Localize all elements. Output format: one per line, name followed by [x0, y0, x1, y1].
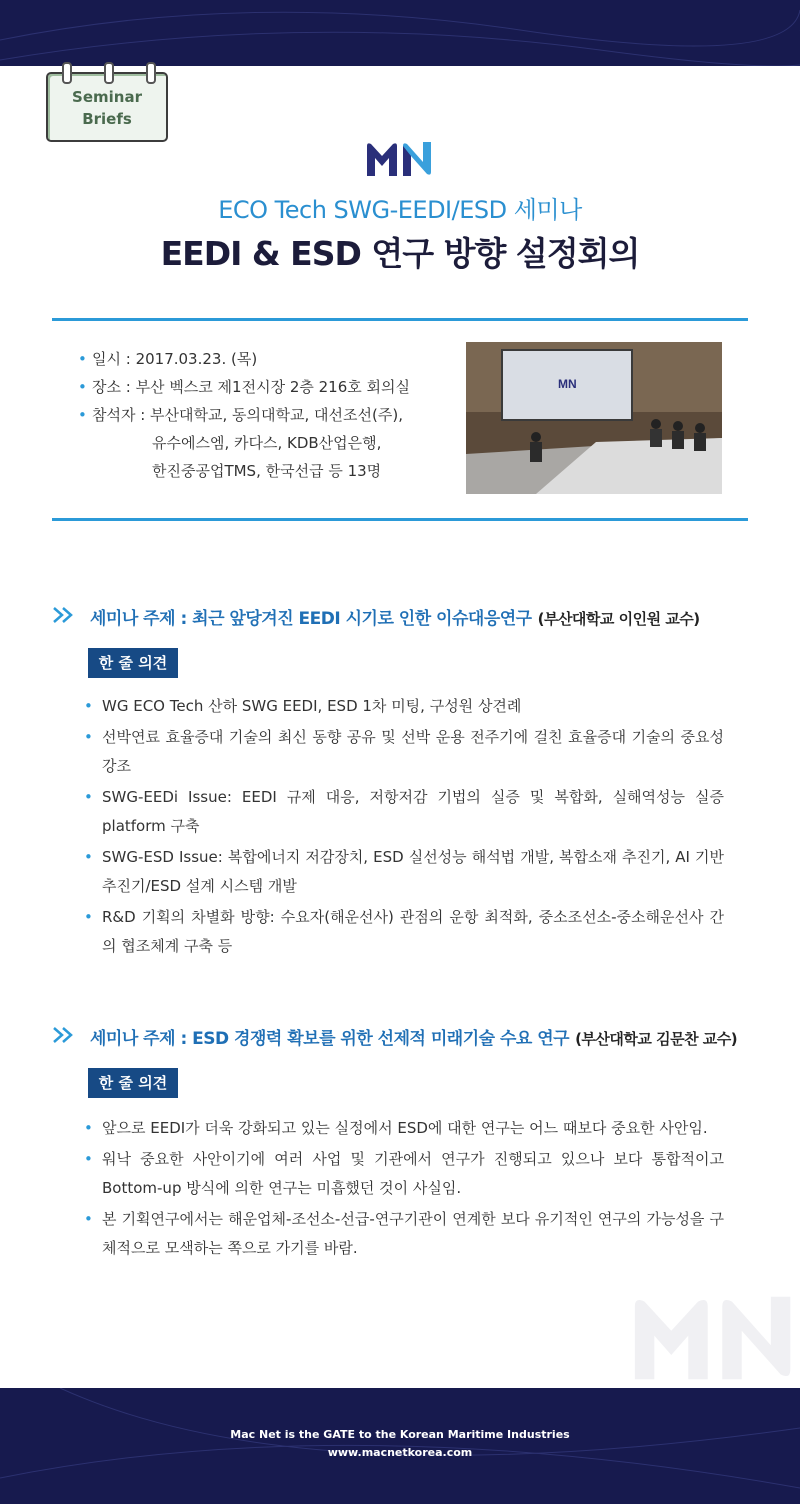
- list-item: • SWG-ESD Issue: 복합에너지 저감장치, ESD 실선성능 해석법 개발, 복합소재 추진기, AI 기반 추진기/ESD 설계 시스템 개발: [84, 843, 724, 901]
- list-item: • 본 기획연구에서는 해운업체-조선소-선급-연구기관이 연계한 보다 유기적인 연구의 가능성을 구체적으로 모색하는 쪽으로 가기를 바람.: [84, 1205, 724, 1263]
- badge-line-2: Briefs: [82, 110, 132, 128]
- list-item: • R&D 기획의 차별화 방향: 수요자(해운선사) 관점의 운항 최적화, 중소조선소-중소해운선사 간의 협조체계 구축 등: [84, 903, 724, 961]
- bullet-icon: •: [84, 848, 93, 866]
- watermark-logo-icon: [630, 1288, 800, 1388]
- page-title: EEDI & ESD 연구 방향 설정회의: [160, 234, 640, 273]
- info-attendees-cont: 한진중공업TMS, 한국선급 등 13명: [152, 462, 382, 480]
- double-chevron-icon: [52, 606, 76, 624]
- seminar-briefs-badge: [46, 72, 168, 142]
- bullet-icon: •: [78, 350, 87, 368]
- footer-website-link[interactable]: www.macnetkorea.com: [327, 1446, 473, 1459]
- bullet-icon: •: [84, 728, 93, 746]
- section-1-topic: 세미나 주제 : 최근 앞당겨진 EEDI 시기로 인한 이슈대응연구: [90, 609, 532, 629]
- section-2-topic: 세미나 주제 : ESD 경쟁력 확보를 위한 선제적 미래기술 수요 연구: [90, 1029, 570, 1049]
- list-item: • SWG-EEDi Issue: EEDI 규제 대응, 저항저감 기법의 실증 및 복합화, 실해역성능 실증 platform 구축: [84, 783, 724, 841]
- list-item: • WG ECO Tech 산하 SWG EEDI, ESD 1차 미팅, 구성원 상견례: [84, 692, 724, 721]
- binder-ring-icon: [62, 62, 72, 84]
- section-2-heading: [52, 1024, 772, 1050]
- badge-line-1: Seminar: [72, 88, 142, 106]
- seminar-info: [78, 345, 448, 485]
- section-1-bullets: [84, 692, 724, 963]
- bullet-icon: •: [84, 1150, 93, 1168]
- bullet-icon: •: [78, 406, 87, 424]
- info-attendees-cont: 유수에스엠, 카다스, KDB산업은행,: [152, 434, 382, 452]
- divider: [52, 518, 748, 521]
- bullet-icon: •: [84, 697, 93, 715]
- meeting-photo: [466, 342, 722, 494]
- list-item: • 앞으로 EEDI가 더욱 강화되고 있는 실정에서 ESD에 대한 연구는 어느 때보다 중요한 사안임.: [84, 1114, 724, 1143]
- bullet-icon: •: [84, 788, 93, 806]
- svg-text:MN: MN: [558, 377, 577, 391]
- binder-ring-icon: [104, 62, 114, 84]
- banner-curves: [0, 0, 800, 66]
- bullet-icon: •: [78, 378, 87, 396]
- section-1-heading: [52, 604, 772, 630]
- binder-ring-icon: [146, 62, 156, 84]
- list-item: • 워낙 중요한 사안이기에 여러 사업 및 기관에서 연구가 진행되고 있으나 보다 통합적이고 Bottom-up 방식에 의한 연구는 미흡했던 것이 사실임.: [84, 1145, 724, 1203]
- double-chevron-icon: [52, 1026, 76, 1044]
- section-2-speaker: (부산대학교 김문찬 교수): [575, 1030, 738, 1048]
- divider: [52, 318, 748, 321]
- page-subtitle: ECO Tech SWG-EEDI/ESD 세미나: [218, 196, 582, 224]
- list-item: • 선박연료 효율증대 기술의 최신 동향 공유 및 선박 운용 전주기에 걸친 효율증대 기술의 중요성 강조: [84, 723, 724, 781]
- macnet-logo-icon: [365, 140, 435, 178]
- section-1-speaker: (부산대학교 이인원 교수): [537, 610, 700, 628]
- footer-tagline: Mac Net is the GATE to the Korean Maritime Industries: [230, 1428, 570, 1441]
- top-banner: [0, 0, 800, 66]
- bullet-icon: •: [84, 908, 93, 926]
- info-place: • 장소 : 부산 벡스코 제1전시장 2층 216호 회의실: [78, 373, 448, 401]
- opinion-tag: 한 줄 의견: [88, 1068, 178, 1098]
- section-2-bullets: [84, 1114, 724, 1265]
- bullet-icon: •: [84, 1119, 93, 1137]
- info-attendees: • 참석자 : 부산대학교, 동의대학교, 대선조선(주),: [78, 401, 448, 429]
- info-date: • 일시 : 2017.03.23. (목): [78, 345, 448, 373]
- footer-banner: [0, 1388, 800, 1504]
- bullet-icon: •: [84, 1210, 93, 1228]
- opinion-tag: 한 줄 의견: [88, 648, 178, 678]
